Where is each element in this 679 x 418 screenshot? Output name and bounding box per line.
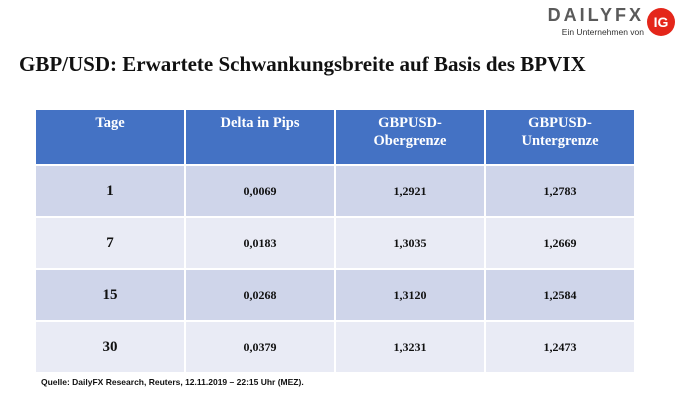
header-lower-bound: GBPUSD- Untergrenze xyxy=(485,109,635,165)
logo-tagline: Ein Unternehmen von xyxy=(561,27,644,37)
cell-upper: 1,2921 xyxy=(335,165,485,217)
cell-upper: 1,3120 xyxy=(335,269,485,321)
cell-delta: 0,0268 xyxy=(185,269,335,321)
cell-lower: 1,2473 xyxy=(485,321,635,373)
volatility-range-table xyxy=(34,108,636,374)
table-row xyxy=(35,165,635,217)
cell-days: 30 xyxy=(35,321,185,373)
table-row xyxy=(35,269,635,321)
dailyfx-logo xyxy=(549,5,675,39)
header-upper-bound: GBPUSD- Obergrenze xyxy=(335,109,485,165)
cell-days: 15 xyxy=(35,269,185,321)
cell-upper: 1,3231 xyxy=(335,321,485,373)
table-header-row xyxy=(35,109,635,165)
header-days: Tage xyxy=(35,109,185,165)
cell-delta: 0,0379 xyxy=(185,321,335,373)
table-row xyxy=(35,321,635,373)
cell-delta: 0,0183 xyxy=(185,217,335,269)
cell-days: 7 xyxy=(35,217,185,269)
logo-wordmark: DAILYFX xyxy=(547,5,644,25)
cell-lower: 1,2669 xyxy=(485,217,635,269)
header-delta-pips: Delta in Pips xyxy=(185,109,335,165)
page-title: GBP/USD: Erwartete Schwankungsbreite auf Basis des BPVIX xyxy=(19,52,586,76)
cell-upper: 1,3035 xyxy=(335,217,485,269)
source-note: Quelle: DailyFX Research, Reuters, 12.11.2019 – 22:15 Uhr (MEZ). xyxy=(41,377,304,387)
table-row xyxy=(35,217,635,269)
cell-lower: 1,2783 xyxy=(485,165,635,217)
cell-lower: 1,2584 xyxy=(485,269,635,321)
cell-days: 1 xyxy=(35,165,185,217)
ig-logo-badge: IG xyxy=(647,8,675,36)
cell-delta: 0,0069 xyxy=(185,165,335,217)
